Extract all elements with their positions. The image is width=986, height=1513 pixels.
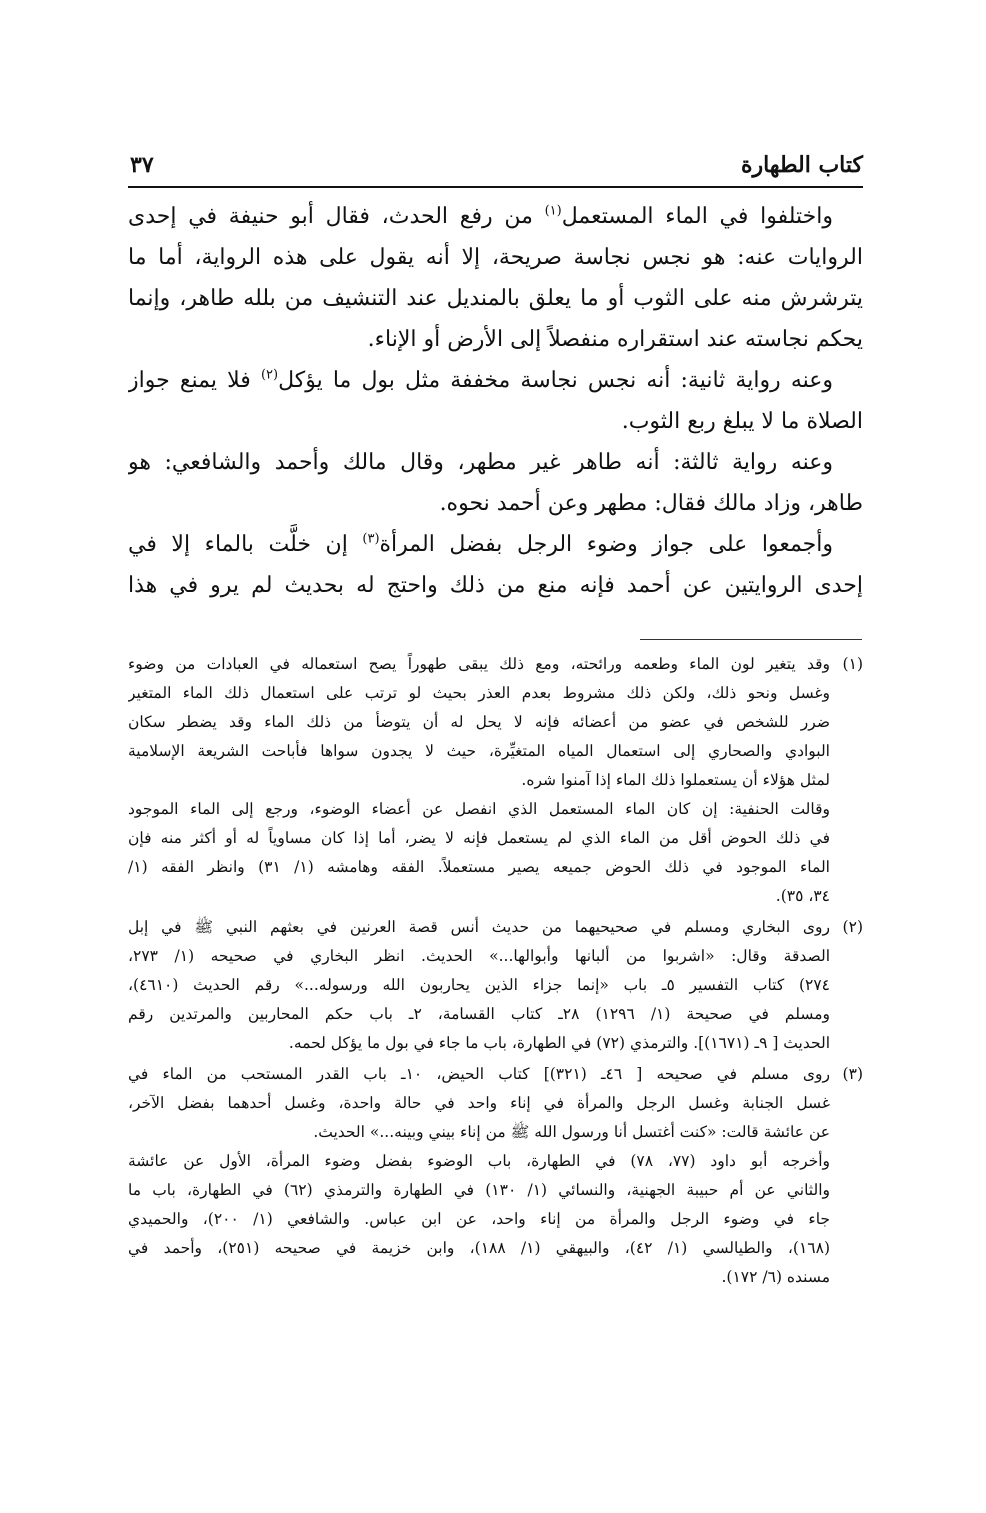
footnote-line: والثاني عن أم حبيبة الجهنية، والنسائي (١/ ١٣٠) في الطهارة والترمذي (٦٢) في الطهارة، باب ما	[128, 1181, 830, 1199]
footnote-line: روى البخاري ومسلم في صحيحيهما من حديث أنس قصة العرنين في بعثهم النبي ﷺ في إبل	[128, 918, 830, 936]
text-line	[128, 360, 863, 401]
text-run: يحكم نجاسته عند استقراره منفصلاً إلى الأرض أو الإناء.	[367, 327, 863, 352]
footnote	[128, 913, 863, 1058]
footnote-line: وقالت الحنفية: إن كان الماء المستعمل الذي انفصل عن أعضاء الوضوء، ورجع إلى الماء الموجود	[128, 800, 830, 818]
footnote-line: روى مسلم في صحيحه [ ٤٦ـ (٣٢١)] كتاب الحيض، ١٠ـ باب القدر المستحب من الماء في	[128, 1065, 830, 1083]
text-line	[128, 442, 863, 483]
text-run: الروايات عنه: هو نجس نجاسة صريحة، إلا أنه يقول على هذه الرواية، أما ما	[128, 245, 863, 270]
footnote	[128, 650, 863, 911]
footnotes	[128, 650, 863, 1294]
footnote-line: الصدقة وقال: «اشربوا من ألبانها وأبوالها...» الحديث. انظر البخاري في صحيحه (١/ ٢٧٣،	[128, 947, 830, 965]
footnote-line: (١٦٨)، والطيالسي (١/ ٤٢)، والبيهقي (١/ ١٨٨)، وابن خزيمة في صحيحه (٢٥١)، وأحمد في	[128, 1239, 830, 1257]
main-text	[128, 196, 863, 606]
footnote-body	[128, 650, 830, 911]
text-line	[128, 483, 863, 524]
text-run: إحدى الروايتين عن أحمد فإنه منع من ذلك واحتج له بحديث لم يرو في هذا	[128, 573, 863, 598]
text-line	[128, 278, 863, 319]
footnote-number: (١)	[842, 655, 863, 673]
footnote-line: ومسلم في صحيحة (١/ ١٢٩٦) ٢٨ـ كتاب القسامة، ٢ـ باب حكم المحاربين والمرتدين رقم	[128, 1005, 830, 1023]
text-run: فلا يمنع جواز	[128, 368, 261, 393]
text-run: يترشرش منه على الثوب أو ما يعلق بالمنديل عند التنشيف من بلله طاهر، وإنما	[128, 286, 863, 311]
footnote-line: جاء في وضوء الرجل والمرأة من إناء واحد، عن ابن عباس. والشافعي (١/ ٢٠٠)، والحميدي	[128, 1210, 830, 1228]
text-line	[128, 319, 863, 360]
footnote-line: البوادي والصحاري إلى استعمال المياه المتغيِّرة، حيث لا يجدون سواها فأباحت الشريعة الإسلامية	[128, 742, 830, 760]
footnote-line: وغسل ونحو ذلك، ولكن ذلك مشروط بعدم العذر بحيث لو ترتب على استعمال ذلك الماء المتغير	[128, 684, 830, 702]
text-run: الصلاة ما لا يبلغ ربع الثوب.	[621, 409, 863, 434]
footnote-ref: (٣)	[362, 531, 380, 547]
page-number: ٣٧	[130, 152, 154, 178]
footnote	[128, 1060, 863, 1292]
running-header	[128, 150, 863, 186]
text-run: من رفع الحدث، فقال أبو حنيفة في إحدى	[128, 204, 545, 229]
footnote-line: ٣٤، ٣٥).	[775, 887, 830, 905]
footnote-line: في ذلك الحوض أقل من الماء الذي لم يستعمل فإنه لا يضر، أما إذا كان مساوياً له أو أكثر منه فإن	[128, 829, 830, 847]
text-line	[128, 237, 863, 278]
footnote-line: لمثل هؤلاء أن يستعملوا ذلك الماء إذا آمنوا شره.	[521, 771, 830, 789]
footnote-line: ٢٧٤) كتاب التفسير ٥ـ باب «إنما جزاء الذين يحاربون الله ورسوله...» رقم الحديث (٤٦١٠)،	[128, 976, 830, 994]
footnote-line: الحديث [ ٩ـ (١٦٧١)]. والترمذي (٧٢) في الطهارة، باب ما جاء في بول ما يؤكل لحمه.	[288, 1034, 830, 1052]
footnote-body	[128, 913, 830, 1058]
text-line	[128, 565, 863, 606]
text-run: واختلفوا في الماء المستعمل	[561, 204, 833, 229]
text-line	[128, 196, 863, 237]
footnote-ref: (٢)	[260, 367, 279, 383]
text-run: وعنه رواية ثانية: أنه نجس نجاسة مخففة مثل بول ما يؤكل	[278, 368, 834, 393]
text-line	[128, 524, 863, 565]
chapter-title: كتاب الطهارة	[740, 152, 863, 178]
text-run: وعنه رواية ثالثة: أنه طاهر غير مطهر، وقال مالك وأحمد والشافعي: هو	[128, 450, 833, 475]
footnote-line: وأخرجه أبو داود (٧٧، ٧٨) في الطهارة، باب الوضوء بفضل وضوء المرأة، الأول عن عائشة	[128, 1152, 830, 1170]
header-rule	[128, 186, 863, 188]
footnote-line: ضرر للشخص في عضو من أعضائه فإنه لا يحل له أن يتوضأ من ذلك الماء وقد يضطر سكان	[128, 713, 830, 731]
footnote-number: (٢)	[842, 918, 863, 936]
text-run: طاهر، وزاد مالك فقال: مطهر وعن أحمد نحوه.	[439, 491, 863, 516]
footnote-ref: (١)	[544, 203, 562, 219]
footnote-line: عن عائشة قالت: «كنت أغتسل أنا ورسول الله ﷺ من إناء بيني وبينه...» الحديث.	[313, 1123, 830, 1141]
text-run: وأجمعوا على جواز وضوء الرجل بفضل المرأة	[379, 532, 834, 557]
footnote-line: مسنده (٦/ ١٧٢).	[721, 1268, 830, 1286]
footnote-separator	[640, 639, 862, 640]
text-line	[128, 401, 863, 442]
footnote-line: غسل الجنابة وغسل الرجل والمرأة في إناء واحد في حالة واحدة، وغسل أحدهما بفضل الآخر،	[128, 1094, 830, 1112]
footnote-body	[128, 1060, 830, 1292]
footnote-line: الماء الموجود في ذلك الحوض جميعه يصير مستعملاً. الفقه وهامشه (١/ ٣١) وانظر الفقه (١/	[128, 858, 830, 876]
footnote-number: (٣)	[842, 1065, 863, 1083]
footnote-line: وقد يتغير لون الماء وطعمه ورائحته، ومع ذلك يبقى طهوراً يصح استعماله في العبادات من وضوء	[128, 655, 830, 673]
text-run: إن خلَّت بالماء إلا في	[128, 532, 363, 557]
